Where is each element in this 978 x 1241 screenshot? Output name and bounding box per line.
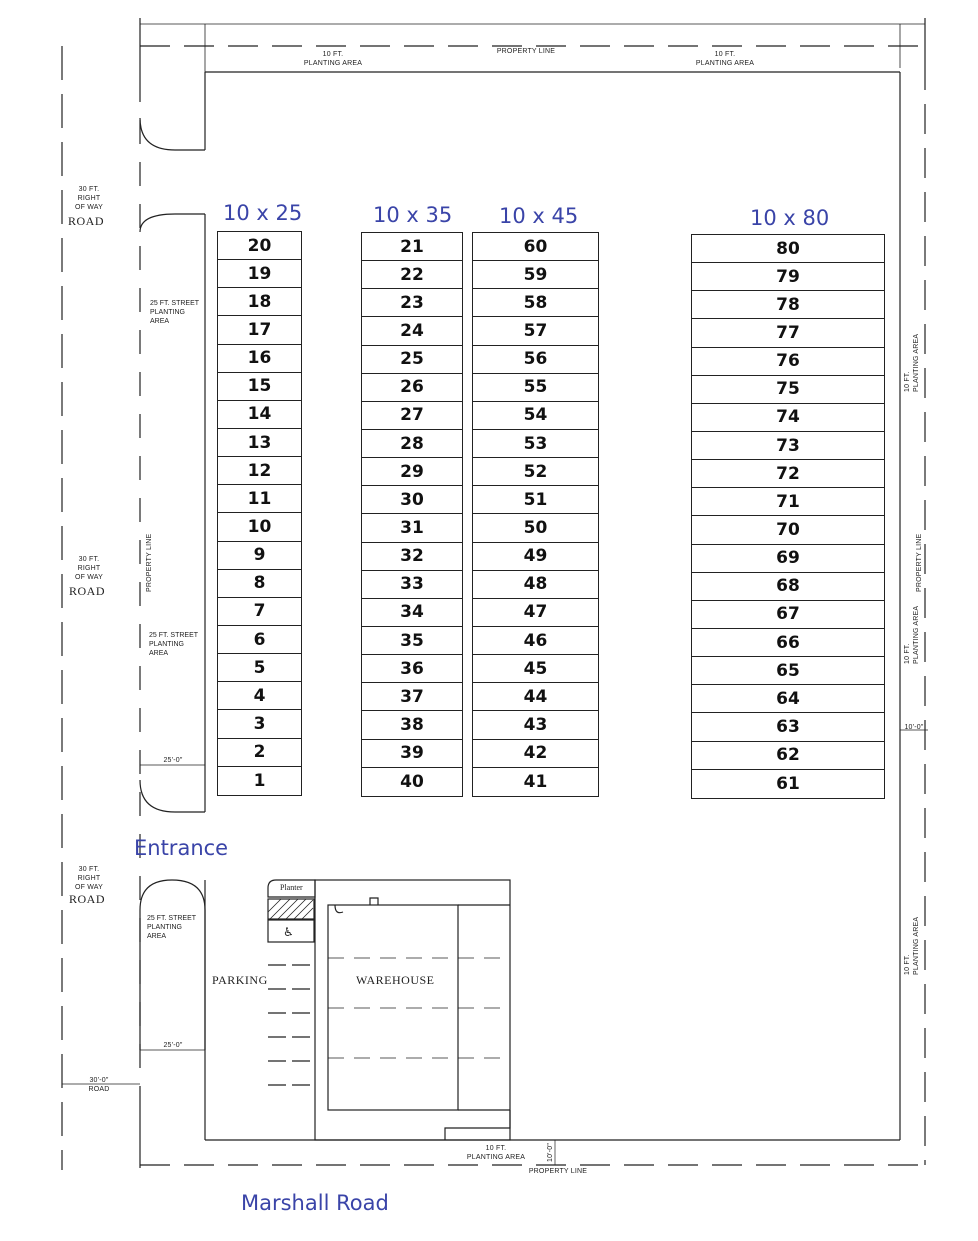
storage-unit-78[interactable]: 78: [692, 291, 884, 319]
road-label-1: ROAD: [67, 214, 104, 228]
storage-unit-40[interactable]: 40: [400, 771, 424, 792]
storage-unit-36[interactable]: 36: [362, 655, 462, 683]
storage-unit-17[interactable]: 17: [218, 316, 301, 344]
storage-unit-30[interactable]: 30: [362, 486, 462, 514]
road-label-2: ROAD: [68, 584, 105, 598]
storage-unit-4[interactable]: 4: [218, 682, 301, 710]
storage-unit-75[interactable]: 75: [692, 376, 884, 404]
storage-unit-77[interactable]: 77: [692, 319, 884, 347]
storage-unit-15[interactable]: 15: [218, 373, 301, 401]
storage-unit-13[interactable]: 13: [218, 429, 301, 457]
storage-unit-64[interactable]: 64: [692, 685, 884, 713]
storage-unit-22[interactable]: 22: [362, 261, 462, 289]
storage-unit-21[interactable]: 21: [362, 233, 462, 261]
storage-unit-76[interactable]: 76: [692, 348, 884, 376]
storage-unit-68[interactable]: 68: [692, 573, 884, 601]
column-heading-10x35: 10 x 35: [373, 203, 453, 227]
warehouse-label: WAREHOUSE: [356, 973, 435, 987]
storage-unit-57[interactable]: 57: [473, 317, 598, 345]
storage-unit-74[interactable]: 74: [692, 404, 884, 432]
storage-unit-28[interactable]: 28: [362, 430, 462, 458]
right-dimension-label: 10'-0": [904, 724, 924, 731]
storage-unit-9[interactable]: 9: [218, 542, 301, 570]
street-planting-label-1: 25 FT. STREET PLANTING AREA: [150, 300, 200, 325]
storage-unit-16[interactable]: 16: [218, 345, 301, 373]
unit-column-10x45: [472, 232, 599, 797]
storage-unit-18[interactable]: 18: [218, 288, 301, 316]
column-heading-10x80: 10 x 80: [750, 206, 830, 230]
storage-unit-25[interactable]: 25: [362, 346, 462, 374]
storage-unit-49[interactable]: 49: [473, 543, 598, 571]
storage-unit-69[interactable]: 69: [692, 545, 884, 573]
storage-unit-12[interactable]: 12: [218, 457, 301, 485]
storage-unit-54[interactable]: 54: [473, 402, 598, 430]
right-of-way-label-1: 30 FT. RIGHT OF WAY: [74, 186, 104, 211]
storage-unit-56[interactable]: 56: [473, 346, 598, 374]
right-of-way-label-2: 30 FT. RIGHT OF WAY: [74, 556, 104, 581]
right-planting-label-2: 10 FT. PLANTING AREA: [904, 605, 920, 664]
dimension-25-a: 25'-0": [163, 757, 183, 764]
accessible-parking-icon: ♿: [283, 925, 294, 939]
storage-unit-2[interactable]: 2: [218, 739, 301, 767]
right-planting-label-1: 10 FT. PLANTING AREA: [904, 333, 920, 392]
storage-unit-6[interactable]: 6: [218, 626, 301, 654]
storage-unit-43[interactable]: 43: [473, 711, 598, 739]
column-heading-10x45: 10 x 45: [499, 204, 579, 228]
storage-unit-31[interactable]: 31: [362, 514, 462, 542]
storage-unit-65[interactable]: 65: [692, 657, 884, 685]
storage-unit-73[interactable]: 73: [692, 432, 884, 460]
storage-unit-8[interactable]: 8: [218, 570, 301, 598]
storage-unit-60[interactable]: 60: [473, 233, 598, 261]
storage-unit-1[interactable]: 1: [253, 770, 266, 791]
street-planting-label-3: 25 FT. STREET PLANTING AREA: [147, 915, 197, 940]
storage-unit-42[interactable]: 42: [473, 740, 598, 768]
storage-unit-58[interactable]: 58: [473, 289, 598, 317]
unit-column-10x80: [691, 234, 885, 799]
street-planting-label-2: 25 FT. STREET PLANTING AREA: [149, 632, 199, 657]
storage-unit-5[interactable]: 5: [218, 654, 301, 682]
storage-unit-61[interactable]: 61: [776, 773, 800, 794]
storage-unit-46[interactable]: 46: [473, 627, 598, 655]
top-left-planting-label: 10 FT. PLANTING AREA: [303, 51, 363, 67]
storage-unit-26[interactable]: 26: [362, 374, 462, 402]
storage-unit-32[interactable]: 32: [362, 543, 462, 571]
road-dimension-label: 30'-0" ROAD: [88, 1077, 110, 1093]
storage-unit-59[interactable]: 59: [473, 261, 598, 289]
dimension-25-b: 25'-0": [163, 1042, 183, 1049]
bottom-property-line-label: PROPERTY LINE: [528, 1168, 588, 1175]
entrance-label: Entrance: [134, 836, 229, 860]
unit-column-10x25: [217, 231, 302, 796]
storage-unit-39[interactable]: 39: [362, 740, 462, 768]
storage-unit-72[interactable]: 72: [692, 460, 884, 488]
storage-unit-67[interactable]: 67: [692, 601, 884, 629]
storage-unit-19[interactable]: 19: [218, 260, 301, 288]
planter-label: Planter: [280, 883, 303, 892]
storage-unit-3[interactable]: 3: [218, 710, 301, 738]
storage-unit-44[interactable]: 44: [473, 683, 598, 711]
storage-unit-47[interactable]: 47: [473, 599, 598, 627]
storage-unit-14[interactable]: 14: [218, 401, 301, 429]
storage-unit-24[interactable]: 24: [362, 317, 462, 345]
storage-unit-20[interactable]: 20: [218, 232, 301, 260]
marshall-road-label: Marshall Road: [241, 1191, 389, 1215]
storage-unit-37[interactable]: 37: [362, 683, 462, 711]
parking-label: PARKING: [212, 973, 268, 987]
storage-unit-33[interactable]: 33: [362, 571, 462, 599]
unit-column-10x35: [361, 232, 463, 797]
storage-unit-23[interactable]: 23: [362, 289, 462, 317]
top-property-line-label: PROPERTY LINE: [496, 48, 556, 55]
storage-unit-7[interactable]: 7: [218, 598, 301, 626]
storage-unit-55[interactable]: 55: [473, 374, 598, 402]
left-property-line-label: PROPERTY LINE: [146, 533, 153, 592]
bottom-dimension-label: 10'-0": [547, 1142, 554, 1162]
storage-unit-51[interactable]: 51: [473, 486, 598, 514]
storage-unit-38[interactable]: 38: [362, 711, 462, 739]
storage-unit-79[interactable]: 79: [692, 263, 884, 291]
storage-unit-66[interactable]: 66: [692, 629, 884, 657]
storage-unit-35[interactable]: 35: [362, 627, 462, 655]
storage-unit-10[interactable]: 10: [218, 513, 301, 541]
storage-unit-48[interactable]: 48: [473, 571, 598, 599]
storage-unit-53[interactable]: 53: [473, 430, 598, 458]
storage-unit-52[interactable]: 52: [473, 458, 598, 486]
storage-unit-11[interactable]: 11: [218, 485, 301, 513]
road-label-3: ROAD: [68, 892, 105, 906]
right-planting-label-3: 10 FT. PLANTING AREA: [904, 916, 920, 975]
storage-unit-71[interactable]: 71: [692, 488, 884, 516]
right-of-way-label-3: 30 FT. RIGHT OF WAY: [74, 866, 104, 891]
storage-unit-62[interactable]: 62: [692, 742, 884, 770]
right-property-line-label: PROPERTY LINE: [916, 533, 923, 592]
bottom-planting-label: 10 FT. PLANTING AREA: [466, 1145, 526, 1161]
storage-unit-50[interactable]: 50: [473, 514, 598, 542]
storage-unit-27[interactable]: 27: [362, 402, 462, 430]
storage-unit-45[interactable]: 45: [473, 655, 598, 683]
storage-unit-70[interactable]: 70: [692, 516, 884, 544]
storage-unit-63[interactable]: 63: [692, 713, 884, 741]
top-right-planting-label: 10 FT. PLANTING AREA: [695, 51, 755, 67]
storage-unit-29[interactable]: 29: [362, 458, 462, 486]
column-heading-10x25: 10 x 25: [223, 201, 303, 225]
storage-unit-41[interactable]: 41: [523, 771, 548, 792]
storage-unit-80[interactable]: 80: [692, 235, 884, 263]
storage-unit-34[interactable]: 34: [362, 599, 462, 627]
